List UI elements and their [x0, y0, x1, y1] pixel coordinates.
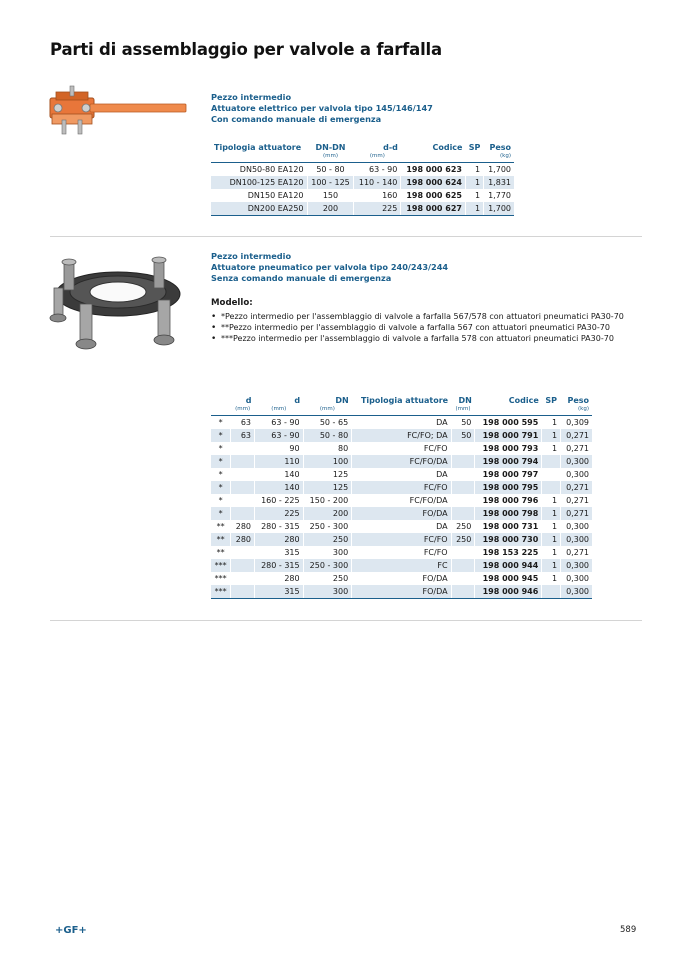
table-cell: 1	[465, 189, 483, 202]
table-cell: 50 - 80	[303, 429, 352, 442]
table-cell: 198 000 624	[401, 176, 466, 189]
table-cell: 63 - 90	[354, 163, 401, 177]
table-cell: 1	[542, 429, 561, 442]
table-row	[211, 189, 514, 202]
section-divider	[50, 620, 642, 621]
table-cell: 250	[451, 533, 475, 546]
section2-title-line: Senza comando manuale di emergenza	[211, 273, 392, 283]
table-cell: 0,300	[561, 533, 592, 546]
table-cell: **	[216, 521, 225, 531]
table-row	[211, 442, 592, 455]
table-row	[211, 533, 592, 546]
page-number: 589	[620, 925, 637, 935]
table-cell: *	[211, 481, 231, 494]
table-cell: FC/FO; DA	[352, 429, 451, 442]
table-header-row	[211, 143, 514, 153]
table-cell: 225	[255, 507, 304, 520]
table-cell: DN200 EA250	[211, 202, 307, 216]
table-cell: 1,700	[484, 202, 514, 216]
header-dn2: DN	[458, 396, 472, 405]
table-cell	[231, 559, 255, 572]
table-cell: 0,300	[561, 585, 592, 599]
table-cell: FO/DA	[352, 507, 451, 520]
header-d1: d	[245, 396, 252, 405]
table-cell: 140	[255, 481, 304, 494]
table-cell: FC/FO	[352, 533, 451, 546]
table-cell	[451, 546, 475, 559]
table-cell	[542, 468, 561, 481]
header-d-d: d-d	[383, 143, 398, 152]
table-cell: 198 000 946	[475, 585, 542, 599]
unit-cell	[211, 406, 231, 416]
header-codice: Codice	[432, 143, 463, 152]
table-cell	[231, 494, 255, 507]
table-cell	[231, 468, 255, 481]
table-cell: 1,831	[484, 176, 514, 189]
unit-cell: (mm)	[303, 406, 352, 416]
table-cell: 63	[231, 416, 255, 430]
table-cell: 198 000 794	[475, 455, 542, 468]
table-cell: 300	[303, 585, 352, 599]
table-cell: 50 - 80	[307, 163, 354, 177]
table-cell: 150	[307, 189, 354, 202]
table-cell: 250	[303, 572, 352, 585]
table-cell: 1	[542, 494, 561, 507]
table-cell: DN50-80 EA120	[239, 164, 304, 174]
table-cell: 250	[451, 520, 475, 533]
header-d2: d	[294, 396, 301, 405]
table-cell: *	[211, 507, 231, 520]
model-notes	[211, 312, 631, 345]
table-cell: 198 000 595	[475, 416, 542, 430]
table-cell: 110 - 140	[354, 176, 401, 189]
table-cell: 0,271	[561, 507, 592, 520]
table-row	[211, 546, 592, 559]
header-dn-dn: DN-DN	[315, 143, 346, 152]
table-cell	[542, 585, 561, 599]
table-cell	[451, 585, 475, 599]
table-cell: 0,271	[561, 494, 592, 507]
table-cell: ***	[211, 559, 231, 572]
table-cell	[231, 572, 255, 585]
table-cell: 198 000 791	[475, 429, 542, 442]
table-cell: 63 - 90	[255, 416, 304, 430]
header-sp: SP	[468, 143, 481, 152]
section2-table	[211, 396, 592, 599]
table-row	[211, 507, 592, 520]
table-cell: 50 - 65	[303, 416, 352, 430]
table-row	[211, 520, 592, 533]
table-cell: 1	[542, 572, 561, 585]
table-cell: 50	[451, 416, 475, 430]
table-cell: 80	[303, 442, 352, 455]
model-title: Modello:	[211, 298, 253, 308]
table-cell: 198 000 945	[475, 572, 542, 585]
table-cell: 1	[542, 416, 561, 430]
header-model-mark	[211, 396, 231, 406]
unit-cell: (mm)	[231, 406, 255, 416]
header-codice: Codice	[508, 396, 539, 405]
section1-title-line: Pezzo intermedio	[211, 92, 292, 102]
table-cell	[451, 572, 475, 585]
table-cell: 140	[255, 468, 304, 481]
table-cell	[451, 481, 475, 494]
table-cell: FC/FO	[352, 546, 451, 559]
header-sp: SP	[545, 396, 557, 405]
table-cell: DN150 EA120	[247, 190, 304, 200]
table-row	[211, 585, 592, 599]
table-row	[211, 481, 592, 494]
section1-title-line: Con comando manuale di emergenza	[211, 114, 382, 124]
table-cell: DA	[352, 520, 451, 533]
unit-cell: (mm)	[354, 153, 401, 163]
table-units-row	[211, 406, 592, 416]
table-row	[211, 416, 592, 430]
table-cell: 0,300	[561, 455, 592, 468]
table-cell: 280	[231, 520, 255, 533]
table-cell: 198 153 225	[475, 546, 542, 559]
table-cell: 198 000 795	[475, 481, 542, 494]
table-cell: FC/FO/DA	[352, 455, 451, 468]
table-cell: FO/DA	[352, 572, 451, 585]
unit-cell	[352, 406, 451, 416]
table-cell: 198 000 793	[475, 442, 542, 455]
table-cell: ***	[214, 573, 227, 583]
table-cell: **	[216, 547, 225, 557]
table-cell: FC/FO	[352, 481, 451, 494]
page-title: Parti di assemblaggio per valvole a farfalla	[50, 40, 442, 59]
table-cell: DN100-125 EA120	[211, 176, 307, 189]
table-cell: 1	[542, 559, 561, 572]
table-row	[211, 572, 592, 585]
table-cell: FC/FO/DA	[352, 494, 451, 507]
table-row	[211, 494, 592, 507]
table-cell: 0,300	[561, 572, 592, 585]
table-cell	[231, 481, 255, 494]
table-cell: 0,300	[561, 468, 592, 481]
table-cell: 250 - 300	[303, 559, 352, 572]
table-cell: 160	[354, 189, 401, 202]
table-cell	[451, 559, 475, 572]
table-row	[211, 559, 592, 572]
header-dn: DN	[335, 396, 349, 405]
table-cell	[231, 585, 255, 599]
table-cell: DA	[352, 468, 451, 481]
table-cell	[231, 455, 255, 468]
section1-table	[211, 143, 514, 216]
unit-cell: (mm)	[451, 406, 475, 416]
table-cell: 0,309	[561, 416, 592, 430]
section2-title	[211, 251, 448, 284]
table-cell: **	[211, 533, 231, 546]
section-divider	[50, 236, 642, 237]
table-cell: 198 000 623	[401, 163, 466, 177]
table-header-row	[211, 396, 592, 406]
table-cell	[231, 507, 255, 520]
table-cell: 160 - 225	[255, 494, 304, 507]
table-cell: 125	[303, 481, 352, 494]
table-row	[211, 202, 514, 216]
table-cell: 198 000 625	[401, 189, 466, 202]
table-cell: 1	[465, 163, 483, 177]
table-cell: DA	[352, 416, 451, 430]
table-cell: 198 000 796	[475, 494, 542, 507]
table-cell: 198 000 797	[475, 468, 542, 481]
table-cell: 1,770	[484, 189, 514, 202]
table-cell	[231, 442, 255, 455]
table-cell	[451, 494, 475, 507]
section1-title-line: Attuatore elettrico per valvola tipo 145/146/147	[211, 103, 433, 113]
header-tipologia: Tipologia attuatore	[214, 143, 302, 152]
table-cell: 198 000 627	[401, 202, 466, 216]
table-cell	[542, 481, 561, 494]
table-cell: 100 - 125	[307, 176, 354, 189]
table-cell: 1	[542, 442, 561, 455]
unit-cell	[542, 406, 561, 416]
header-tipologia: Tipologia attuatore	[360, 396, 449, 405]
table-cell: *	[218, 443, 223, 453]
pneumatic-actuator-adapter-image	[46, 252, 191, 356]
table-cell: 0,300	[561, 559, 592, 572]
table-cell: 280	[231, 533, 255, 546]
table-cell: 110	[255, 455, 304, 468]
table-cell: 1	[465, 202, 483, 216]
table-cell	[231, 546, 255, 559]
gf-logo: +GF+	[55, 925, 87, 936]
table-cell: 100	[303, 455, 352, 468]
table-cell: 1	[542, 533, 561, 546]
table-row	[211, 163, 514, 177]
table-cell: 300	[303, 546, 352, 559]
table-cell	[451, 507, 475, 520]
table-cell	[542, 455, 561, 468]
model-note: • **Pezzo intermedio per l'assemblaggio di valvole a farfalla 567 con attuatori pneumatici PA30-70	[211, 323, 631, 333]
unit-cell: (kg)	[561, 406, 592, 416]
table-cell: ***	[211, 585, 231, 599]
table-cell: 1	[542, 507, 561, 520]
unit-cell: (kg)	[484, 153, 514, 163]
table-cell: FO/DA	[352, 585, 451, 599]
model-note: • ***Pezzo intermedio per l'assemblaggio di valvole a farfalla 578 con attuatori pneumatici PA30-70	[211, 334, 631, 344]
unit-cell	[211, 153, 307, 163]
header-peso: Peso	[489, 143, 511, 152]
table-cell: 198 000 798	[475, 507, 542, 520]
table-cell: 198 000 944	[475, 559, 542, 572]
table-cell: 198 000 730	[475, 533, 542, 546]
table-cell	[451, 468, 475, 481]
table-cell: FC	[352, 559, 451, 572]
unit-cell	[401, 153, 466, 163]
table-cell: FC/FO	[352, 442, 451, 455]
table-cell: 198 000 731	[475, 520, 542, 533]
table-cell: 1,700	[484, 163, 514, 177]
table-cell: 250 - 300	[303, 520, 352, 533]
table-cell: 200	[303, 507, 352, 520]
unit-cell: (mm)	[307, 153, 354, 163]
table-cell: 280	[255, 572, 304, 585]
table-row	[211, 176, 514, 189]
table-cell: *	[218, 495, 223, 505]
table-cell: 150 - 200	[303, 494, 352, 507]
table-units-row	[211, 153, 514, 163]
table-cell: 0,271	[561, 429, 592, 442]
unit-cell: (mm)	[255, 406, 304, 416]
table-cell: 1	[465, 176, 483, 189]
table-cell: 280	[255, 533, 304, 546]
unit-cell	[465, 153, 483, 163]
table-cell: 315	[255, 585, 304, 599]
table-row	[211, 455, 592, 468]
table-cell: 63 - 90	[255, 429, 304, 442]
table-row	[211, 429, 592, 442]
header-peso: Peso	[567, 396, 589, 405]
table-cell	[451, 442, 475, 455]
model-note: • *Pezzo intermedio per l'assemblaggio di valvole a farfalla 567/578 con attuatori pneumatici PA30-70	[211, 312, 631, 322]
table-cell: 0,271	[561, 546, 592, 559]
table-row	[211, 468, 592, 481]
table-cell: 0,300	[561, 520, 592, 533]
unit-cell	[475, 406, 542, 416]
table-cell: 0,271	[561, 442, 592, 455]
table-cell: 225	[354, 202, 401, 216]
table-cell: 280 - 315	[255, 559, 304, 572]
table-cell: 1	[542, 546, 561, 559]
table-cell	[451, 455, 475, 468]
table-cell: 200	[307, 202, 354, 216]
table-cell: *	[218, 417, 223, 427]
table-cell: 315	[255, 546, 304, 559]
table-cell: 50	[451, 429, 475, 442]
section2-title-line: Attuatore pneumatico per valvola tipo 240/243/244	[211, 262, 449, 272]
table-cell: 0,271	[561, 481, 592, 494]
section1-title	[211, 92, 433, 125]
table-cell: 63	[231, 429, 255, 442]
table-cell: 90	[255, 442, 304, 455]
section2-title-line: Pezzo intermedio	[211, 251, 292, 261]
table-cell: *	[211, 429, 231, 442]
table-cell: 125	[303, 468, 352, 481]
table-cell: *	[218, 469, 223, 479]
table-cell: 250	[303, 533, 352, 546]
table-cell: 1	[542, 520, 561, 533]
electric-actuator-adapter-image	[46, 84, 191, 140]
table-cell: *	[211, 455, 231, 468]
table-cell: 280 - 315	[255, 520, 304, 533]
